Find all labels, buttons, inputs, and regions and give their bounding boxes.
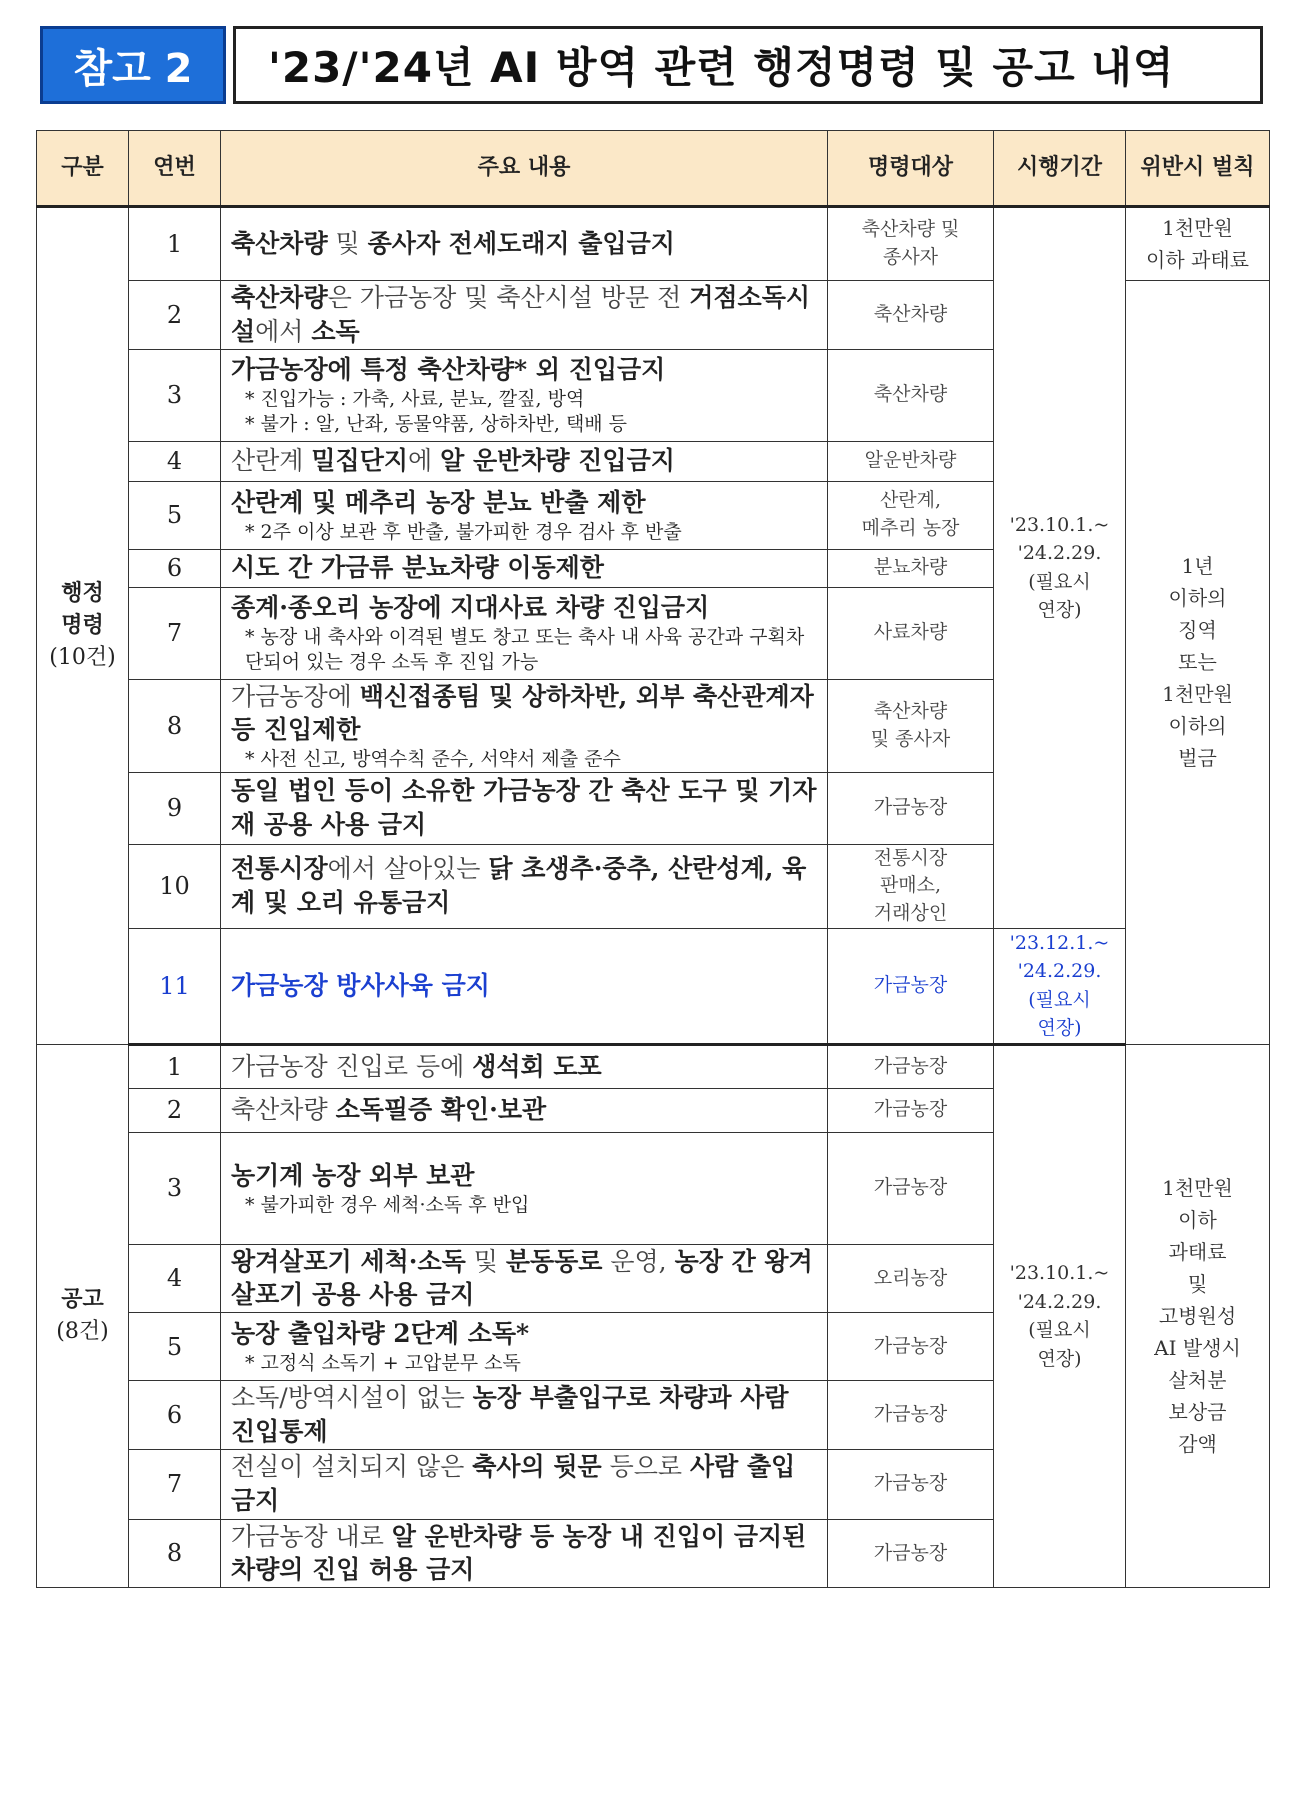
row-content (221, 1132, 828, 1244)
row-number: 4 (129, 441, 221, 481)
table-row (37, 1044, 1270, 1088)
table-row (37, 928, 1270, 1044)
row-number: 3 (129, 349, 221, 441)
content-text: 축산차량은 가금농장 및 축산시설 방문 전 거점소독시설에서 소독 (231, 283, 811, 346)
row-target: 가금농장 (828, 772, 994, 844)
row-target: 알운반차량 (828, 441, 994, 481)
row-content (221, 207, 828, 281)
table-body (37, 207, 1270, 1588)
period-cell: '23.10.1.~ '24.2.29. (필요시 연장) (994, 207, 1126, 929)
content-text: 가금농장 내로 알 운반차량 등 농장 내 진입이 금지된 차량의 진입 허용 금지 (231, 1521, 807, 1585)
period-cell: '23.12.1.~ '24.2.29. (필요시 연장) (994, 928, 1126, 1044)
col-header-penalty: 위반시 벌칙 (1126, 131, 1270, 207)
content-text: 종계·종오리 농장에 지대사료 차량 진입금지 (231, 593, 710, 623)
content-text: 가금농장 진입로 등에 생석회 도포 (231, 1051, 602, 1081)
period-cell: '23.10.1.~ '24.2.29. (필요시 연장) (994, 1044, 1126, 1588)
page-header (40, 26, 1263, 104)
content-text: 농장 출입차량 2단계 소독* (231, 1319, 530, 1349)
row-target: 축산차량 (828, 349, 994, 441)
row-target: 가금농장 (828, 1088, 994, 1132)
row-content (221, 679, 828, 772)
row-content (221, 1449, 828, 1519)
content-note: * 사전 신고, 방역수칙 준수, 서약서 제출 준수 (245, 748, 621, 770)
penalty-cell: 1천만원 이하 과태료 및 고병원성 AI 발생시 살처분 보상금 감액 (1126, 1044, 1270, 1588)
row-target: 가금농장 (828, 1519, 994, 1588)
col-header-period: 시행기간 (994, 131, 1126, 207)
row-content (221, 1088, 828, 1132)
row-number: 11 (129, 928, 221, 1044)
row-target: 축산차량 및 종사자 (828, 679, 994, 772)
row-target: 가금농장 (828, 1449, 994, 1519)
content-text: 소독/방역시설이 없는 농장 부출입구로 차량과 사람 진입통제 (231, 1383, 789, 1446)
row-number: 10 (129, 844, 221, 928)
row-content (221, 549, 828, 587)
content-text: 동일 법인 등이 소유한 가금농장 간 축산 도구 및 기자재 공용 사용 금지 (231, 776, 817, 840)
content-note: * 고정식 소독기 + 고압분무 소독 (245, 1352, 521, 1375)
row-content (221, 772, 828, 844)
row-target: 오리농장 (828, 1244, 994, 1313)
row-target: 축산차량 및 종사자 (828, 207, 994, 281)
row-number: 2 (129, 1088, 221, 1132)
content-note: * 농장 내 축사와 이격된 별도 창고 또는 축사 내 사육 공간과 구획차단되어 있는 경우 소독 후 진입 가능 (245, 626, 805, 673)
row-number: 8 (129, 1519, 221, 1588)
col-header-category: 구분 (37, 131, 129, 207)
row-number: 3 (129, 1132, 221, 1244)
row-target: 축산차량 (828, 281, 994, 350)
row-target: 전통시장 판매소, 거래상인 (828, 844, 994, 928)
row-number: 6 (129, 549, 221, 587)
content-text: 가금농장 방사사육 금지 (231, 970, 490, 1000)
row-target: 사료차량 (828, 587, 994, 679)
row-target: 분뇨차량 (828, 549, 994, 587)
content-text: 전통시장에서 살아있는 닭 초생추·중추, 산란성계, 육계 및 오리 유통금지 (231, 854, 807, 918)
row-number: 5 (129, 1313, 221, 1381)
row-content (221, 481, 828, 549)
page-title: '23/'24년 AI 방역 관련 행정명령 및 공고 내역 (233, 26, 1263, 104)
row-content (221, 587, 828, 679)
content-text: 축산차량 소독필증 확인·보관 (231, 1095, 547, 1125)
row-target: 가금농장 (828, 1044, 994, 1088)
row-number: 9 (129, 772, 221, 844)
content-text: 시도 간 가금류 분뇨차량 이동제한 (231, 553, 604, 583)
content-text: 전실이 설치되지 않은 축사의 뒷문 등으로 사람 출입 금지 (231, 1452, 796, 1516)
row-content (221, 1244, 828, 1313)
row-content (221, 281, 828, 350)
row-target: 가금농장 (828, 928, 994, 1044)
row-target: 가금농장 (828, 1132, 994, 1244)
col-header-number: 연번 (129, 131, 221, 207)
penalty-cell: 1천만원 이하 과태료 (1126, 207, 1270, 281)
content-note: * 불가피한 경우 세척·소독 후 반입 (245, 1193, 530, 1216)
row-target: 산란계, 메추리 농장 (828, 481, 994, 549)
col-header-content: 주요 내용 (221, 131, 828, 207)
row-content (221, 928, 828, 1044)
row-content (221, 349, 828, 441)
row-number: 1 (129, 1044, 221, 1088)
row-number: 8 (129, 679, 221, 772)
content-note: * 진입가능 : 가축, 사료, 분뇨, 깔짚, 방역 (245, 388, 585, 411)
content-text: 축산차량 및 종사자 전세도래지 출입금지 (231, 229, 675, 259)
row-number: 5 (129, 481, 221, 549)
row-number: 6 (129, 1381, 221, 1450)
content-note: * 불가 : 알, 난좌, 동물약품, 상하차반, 택배 등 (245, 412, 628, 435)
content-text: 가금농장에 특정 축산차량* 외 진입금지 (231, 355, 666, 385)
table-row (37, 207, 1270, 281)
row-number: 4 (129, 1244, 221, 1313)
content-note: * 2주 이상 보관 후 반출, 불가피한 경우 검사 후 반출 (245, 520, 682, 543)
row-content (221, 1313, 828, 1381)
orders-table (36, 130, 1270, 1588)
content-text: 가금농장에 백신접종팀 및 상하차반, 외부 축산관계자 등 진입제한 (231, 681, 814, 745)
category-cell: 행정 명령 (10건) (37, 207, 129, 1045)
row-content (221, 1519, 828, 1588)
row-target: 가금농장 (828, 1313, 994, 1381)
penalty-cell: 1년 이하의 징역 또는 1천만원 이하의 벌금 (1126, 281, 1270, 1045)
content-text: 왕겨살포기 세척·소독 및 분동동로 운영, 농장 간 왕겨살포기 공용 사용 금지 (231, 1246, 813, 1310)
table-header-row (37, 131, 1270, 207)
row-number: 1 (129, 207, 221, 281)
col-header-target: 명령대상 (828, 131, 994, 207)
reference-badge: 참고 2 (40, 26, 226, 104)
row-content (221, 844, 828, 928)
row-number: 7 (129, 1449, 221, 1519)
row-content (221, 441, 828, 481)
row-target: 가금농장 (828, 1381, 994, 1450)
row-number: 2 (129, 281, 221, 350)
content-text: 산란계 밀집단지에 알 운반차량 진입금지 (231, 446, 675, 476)
row-content (221, 1381, 828, 1450)
row-number: 7 (129, 587, 221, 679)
row-content (221, 1044, 828, 1088)
content-text: 농기계 농장 외부 보관 (231, 1160, 475, 1190)
category-cell: 공고 (8건) (37, 1044, 129, 1588)
content-text: 산란계 및 메추리 농장 분뇨 반출 제한 (231, 487, 646, 517)
